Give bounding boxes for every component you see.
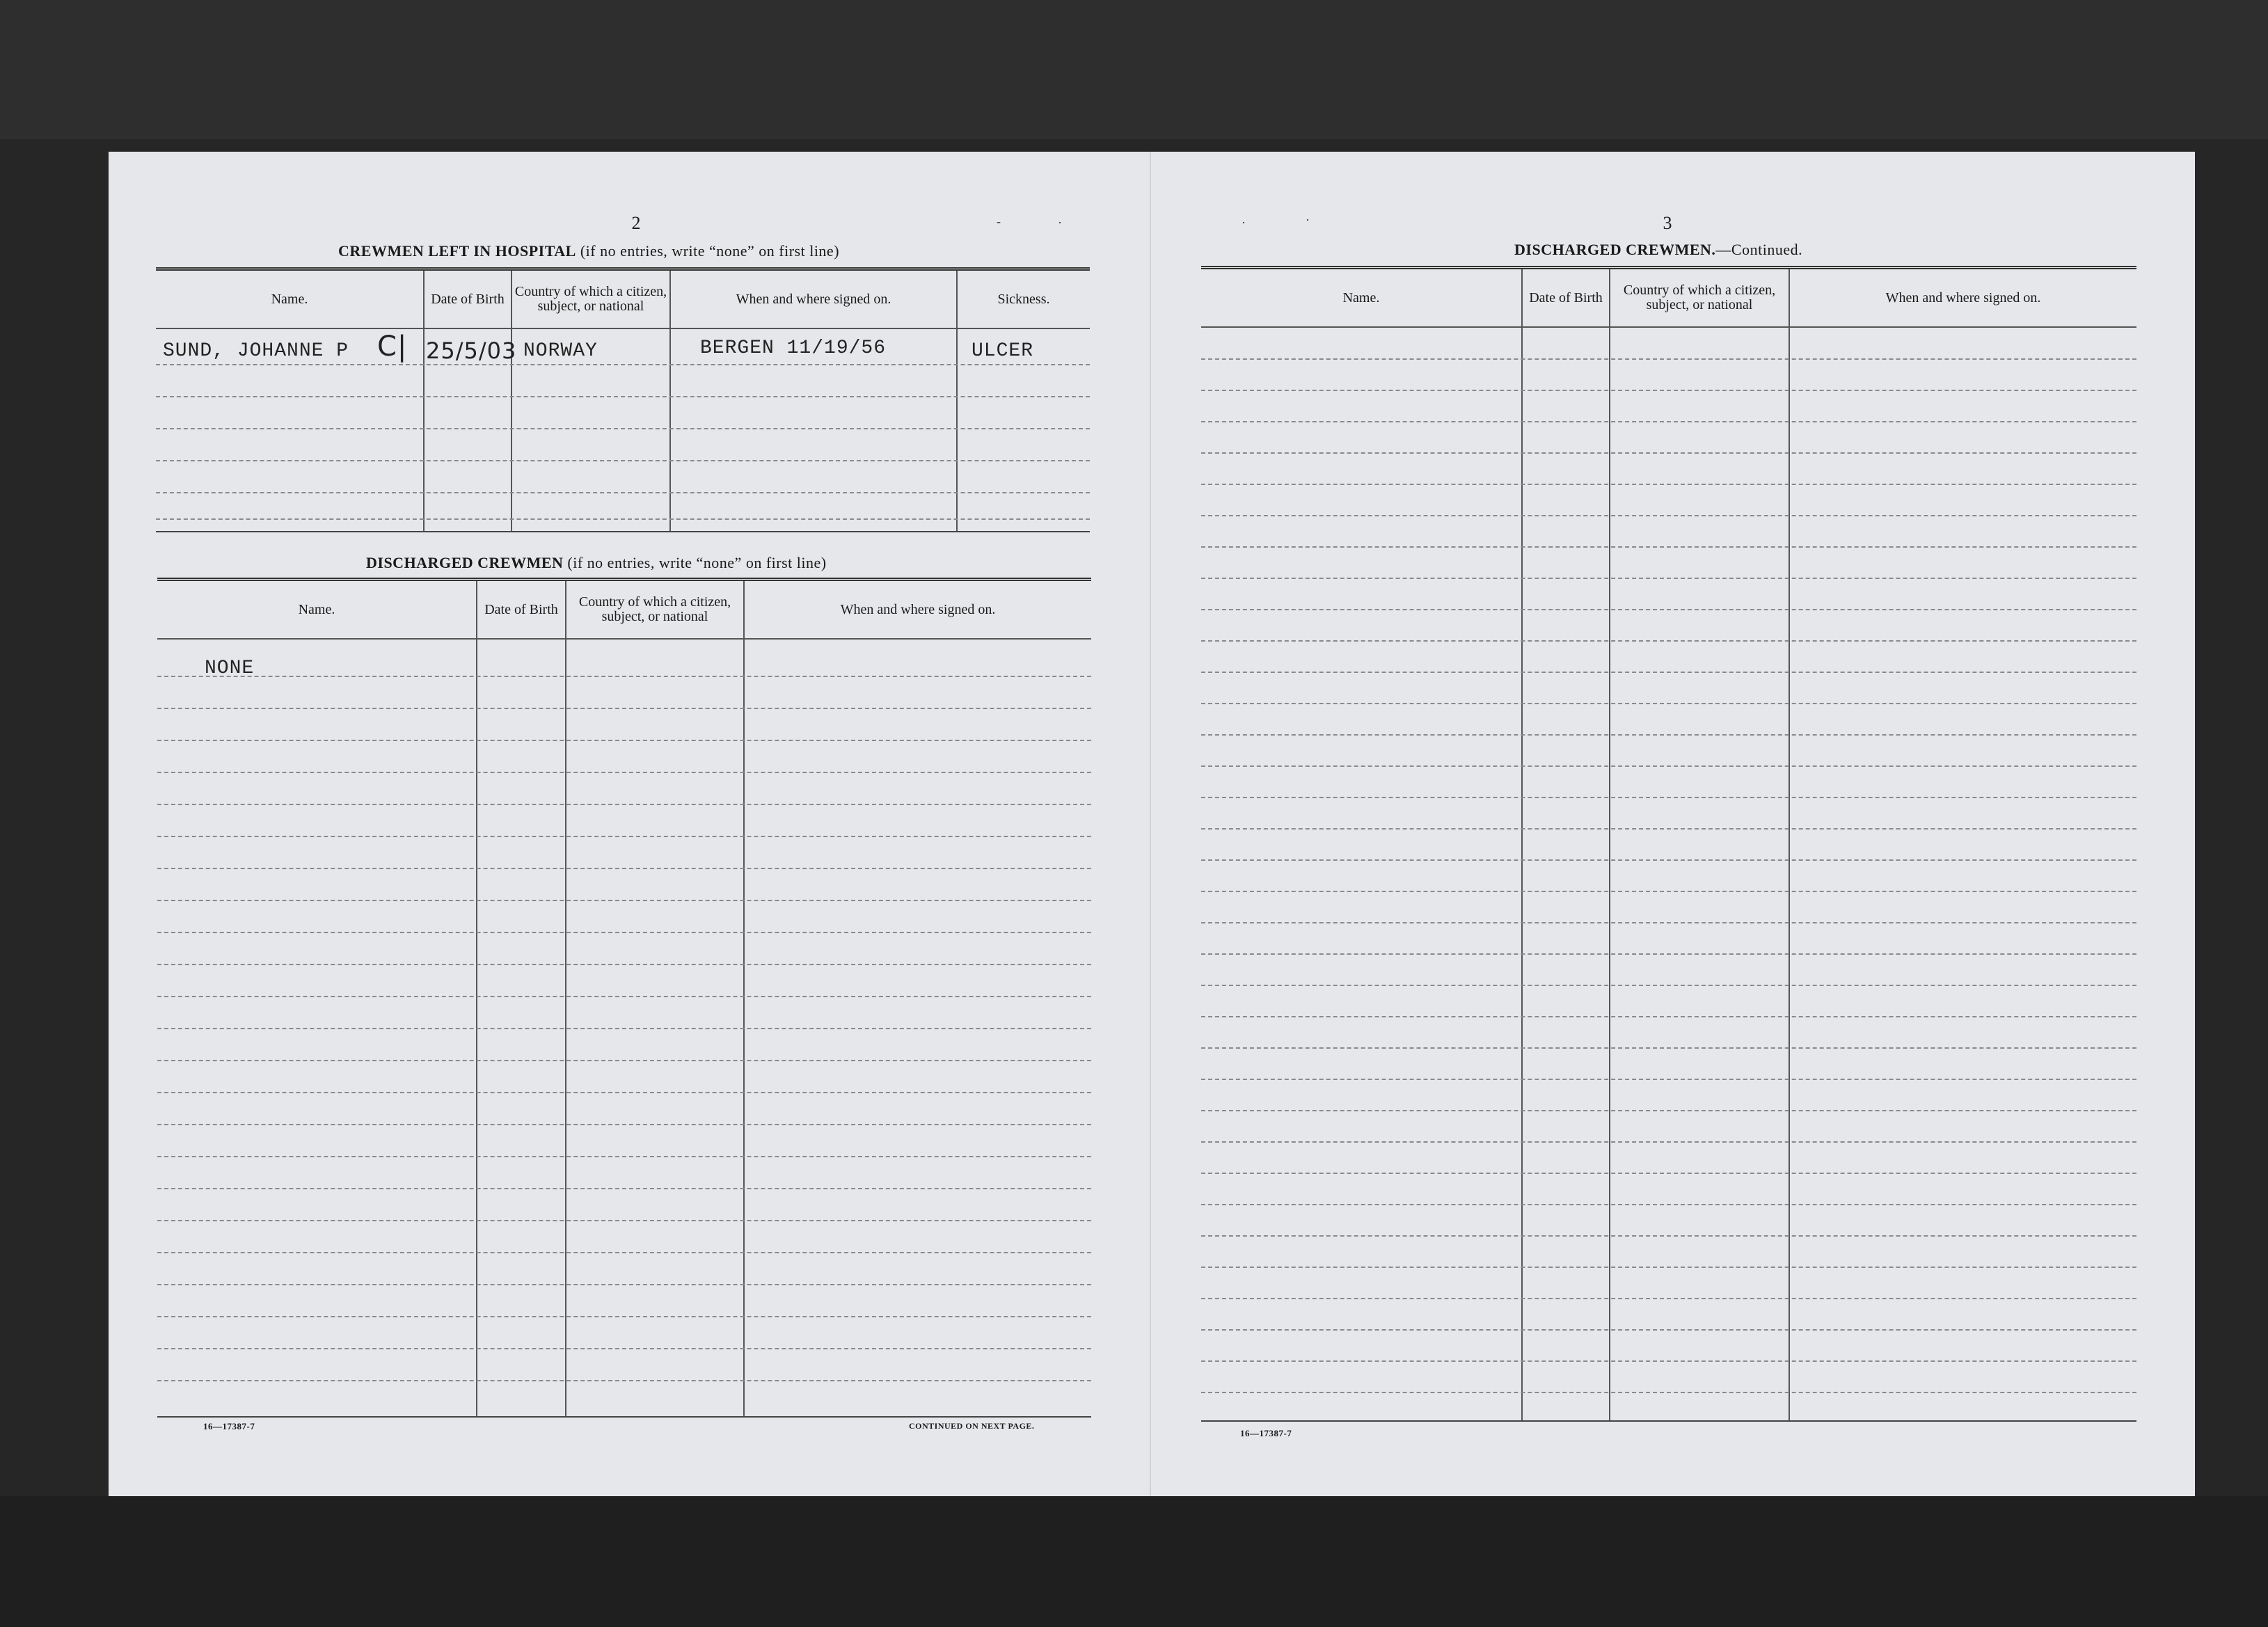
entry-line <box>157 932 1091 933</box>
scan-background-bottom <box>0 1496 2268 1627</box>
col-header-sickness: Sickness. <box>997 291 1050 307</box>
right-page-number: 3 <box>1663 213 1672 233</box>
entry-line <box>1201 922 2136 923</box>
entry-line <box>157 1092 1091 1093</box>
crewman-country: NORWAY <box>523 340 598 362</box>
entry-line <box>157 868 1091 869</box>
entry-line <box>1201 1235 2136 1237</box>
entry-line <box>1201 953 2136 955</box>
hospital-table <box>156 267 1090 532</box>
discharged-table-left <box>157 578 1091 1418</box>
right-form-code: 16—17387-7 <box>1240 1428 1292 1438</box>
entry-line <box>1201 765 2136 767</box>
crewman-dob: 25/5/03 <box>426 338 517 364</box>
discharged-first-entry: NONE <box>205 658 255 679</box>
entry-line <box>1201 734 2136 736</box>
entry-line <box>1201 985 2136 986</box>
crewman-name: SUND, JOHANNE P <box>163 340 349 362</box>
entry-line <box>1201 358 2136 360</box>
entry-line <box>1201 515 2136 516</box>
col-header-dob: Date of Birth <box>1529 289 1603 305</box>
entry-line <box>157 1380 1091 1381</box>
document-spread <box>109 152 2195 1496</box>
entry-line <box>157 964 1091 965</box>
entry-line <box>156 518 1090 520</box>
entry-line <box>1201 609 2136 610</box>
hospital-title-note: (if no entries, write “none” on first line) <box>580 242 840 260</box>
entry-line <box>157 1188 1091 1189</box>
entry-line <box>1201 1110 2136 1111</box>
hospital-section-title <box>338 242 839 260</box>
left-form-code: 16—17387-7 <box>203 1421 255 1431</box>
entry-line <box>1201 828 2136 830</box>
page-fold <box>1150 152 1151 1496</box>
right-title-note: —Continued. <box>1715 241 1803 258</box>
scan-dot: - <box>997 214 1001 228</box>
entry-line <box>1201 859 2136 861</box>
entry-line <box>1201 452 2136 454</box>
crewman-signed-on: BERGEN 11/19/56 <box>700 338 887 359</box>
col-header-signed-on: When and where signed on. <box>840 601 996 617</box>
column-divider <box>1609 269 1610 1420</box>
entry-line <box>156 428 1090 429</box>
column-divider <box>743 581 745 1416</box>
entry-line <box>1201 640 2136 642</box>
entry-line <box>1201 703 2136 704</box>
discharged-table-header <box>157 581 1091 640</box>
entry-line <box>157 1252 1091 1253</box>
entry-line <box>1201 390 2136 391</box>
entry-line <box>157 1220 1091 1221</box>
entry-line <box>157 676 1091 677</box>
col-header-dob: Date of Birth <box>431 291 505 307</box>
entry-line <box>157 804 1091 805</box>
hospital-title-main: CREWMEN LEFT IN HOSPITAL <box>338 242 576 260</box>
right-title-main: DISCHARGED CREWMEN. <box>1514 241 1716 258</box>
entry-line <box>157 1028 1091 1029</box>
entry-line <box>157 740 1091 741</box>
col-header-name: Name. <box>298 601 335 617</box>
entry-line <box>1201 1016 2136 1017</box>
col-header-name: Name. <box>271 291 308 307</box>
column-divider <box>565 581 566 1416</box>
entry-line <box>157 1060 1091 1061</box>
entry-line <box>1201 1079 2136 1080</box>
entry-line <box>157 900 1091 901</box>
entry-line <box>157 836 1091 837</box>
col-header-country: Country of which a citizen, subject, or national <box>1623 283 1776 312</box>
entry-line <box>1201 1360 2136 1362</box>
entry-line <box>156 492 1090 493</box>
entry-line <box>1201 891 2136 892</box>
entry-line <box>156 364 1090 365</box>
col-header-signed-on: When and where signed on. <box>736 291 891 307</box>
col-header-name: Name. <box>1342 289 1380 305</box>
column-divider <box>476 581 477 1416</box>
col-header-signed-on: When and where signed on. <box>1885 289 2041 305</box>
entry-line <box>1201 1298 2136 1299</box>
entry-line <box>156 396 1090 397</box>
entry-line <box>1201 672 2136 673</box>
right-section-title <box>1514 241 1802 259</box>
entry-line <box>1201 578 2136 579</box>
entry-line <box>1201 1173 2136 1174</box>
entry-line <box>157 1124 1091 1125</box>
column-divider <box>1521 269 1523 1420</box>
col-header-dob: Date of Birth <box>484 601 558 617</box>
entry-line <box>157 1316 1091 1317</box>
entry-line <box>157 1348 1091 1349</box>
continued-note: CONTINUED ON NEXT PAGE. <box>909 1421 1035 1431</box>
entry-line <box>1201 421 2136 422</box>
entry-line <box>157 1156 1091 1157</box>
entry-line <box>157 708 1091 709</box>
crewman-sickness: ULCER <box>972 340 1034 362</box>
handwritten-mark: C| <box>377 331 408 363</box>
col-header-country: Country of which a citizen, subject, or national <box>578 594 731 624</box>
scan-dot: · <box>1058 216 1062 230</box>
entry-line <box>1201 797 2136 798</box>
discharged-title-main: DISCHARGED CREWMEN <box>366 554 564 571</box>
entry-line <box>1201 1267 2136 1268</box>
entry-line <box>1201 1047 2136 1049</box>
entry-line <box>157 772 1091 773</box>
entry-line <box>1201 1329 2136 1331</box>
scan-background-top <box>0 0 2268 139</box>
entry-line <box>1201 546 2136 548</box>
entry-line <box>1201 1392 2136 1393</box>
scan-dot: · <box>1242 216 1246 230</box>
left-page-number: 2 <box>631 213 641 233</box>
discharged-title-note: (if no entries, write “none” on first line) <box>567 554 827 571</box>
entry-line <box>1201 1204 2136 1205</box>
hospital-table-header <box>156 271 1090 329</box>
scan-dot: · <box>1306 213 1310 227</box>
col-header-country: Country of which a citizen, subject, or national <box>514 284 667 314</box>
right-table-header <box>1201 269 2136 328</box>
discharged-section-title <box>366 554 827 572</box>
entry-line <box>156 460 1090 461</box>
entry-line <box>1201 1141 2136 1143</box>
entry-line <box>157 1284 1091 1285</box>
entry-line <box>157 996 1091 997</box>
discharged-table-right <box>1201 266 2136 1422</box>
column-divider <box>1789 269 1790 1420</box>
entry-line <box>1201 484 2136 485</box>
